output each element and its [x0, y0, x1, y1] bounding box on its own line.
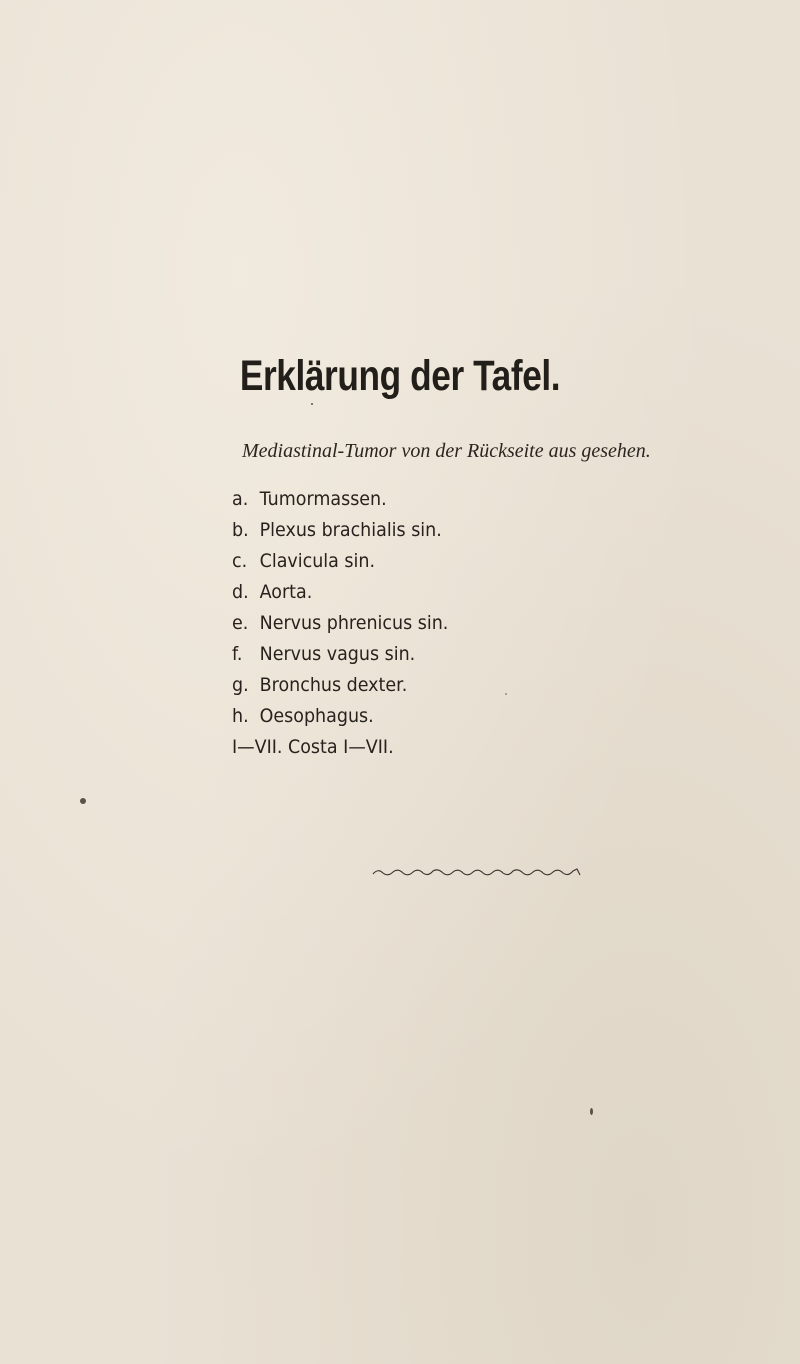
legend-text: Oesophagus.	[259, 705, 374, 727]
legend-key: d.	[232, 581, 249, 603]
legend-item-f	[232, 639, 448, 670]
page-subtitle: Mediastinal-Tumor von der Rückseite aus gesehen.	[242, 440, 651, 462]
legend-item-d	[232, 577, 448, 608]
legend-key: h.	[232, 705, 249, 727]
legend-key: I—VII.	[232, 736, 283, 758]
legend-item-e	[232, 608, 448, 639]
paper-speck	[505, 693, 507, 695]
wavy-ornament-divider	[371, 866, 583, 878]
legend-key: f.	[232, 643, 243, 665]
page-title: Erklärung der Tafel.	[239, 352, 561, 400]
legend-item-a	[232, 484, 448, 515]
legend-text: Aorta.	[259, 581, 313, 603]
legend-item-h	[232, 701, 448, 732]
legend-text: Bronchus dexter.	[259, 674, 408, 696]
paper-speck	[80, 798, 86, 804]
legend-key: g.	[232, 674, 249, 696]
legend-key: e.	[232, 612, 249, 634]
legend-key: a.	[232, 488, 249, 510]
legend-list	[232, 484, 467, 763]
legend-item-b	[232, 515, 448, 546]
legend-item-ribs	[232, 732, 448, 763]
paper-speck	[590, 1108, 593, 1115]
legend-text: Nervus phrenicus sin.	[259, 612, 449, 634]
legend-text: Tumormassen.	[259, 488, 387, 510]
legend-text: Clavicula sin.	[259, 550, 376, 572]
legend-text: Nervus vagus sin.	[259, 643, 416, 665]
legend-item-g	[232, 670, 448, 701]
legend-text: Costa I—VII.	[288, 736, 394, 758]
legend-text: Plexus brachialis sin.	[259, 519, 442, 541]
legend-key: b.	[232, 519, 249, 541]
legend-key: c.	[232, 550, 248, 572]
paper-speck	[311, 403, 313, 405]
legend-item-c	[232, 546, 448, 577]
